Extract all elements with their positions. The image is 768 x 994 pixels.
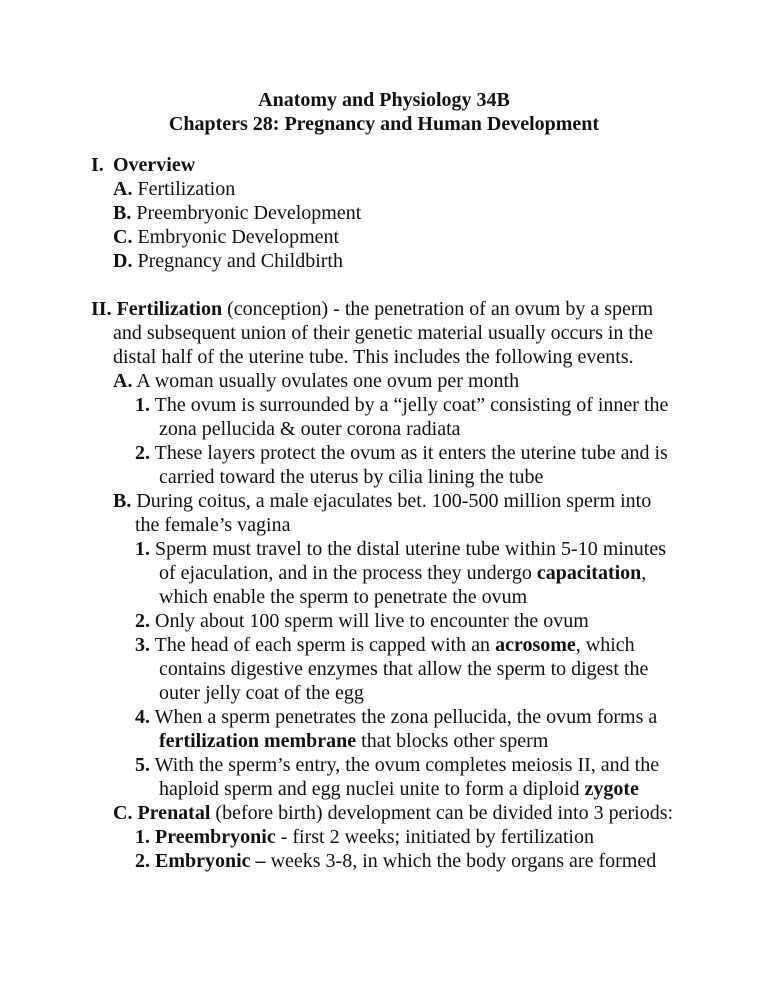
outline-subitem: 2. These layers protect the ovum as it enters the uterine tube and is (135, 442, 668, 464)
outline-subitem: 1. Sperm must travel to the distal uterine tube within 5-10 minutes (135, 538, 667, 560)
outline-subitem-cont: outer jelly coat of the egg (159, 682, 364, 704)
outline-subitem-cont: carried toward the uterus by cilia lining the tube (159, 466, 544, 488)
outline-subitem: 1. Preembryonic - first 2 weeks; initiated by fertilization (135, 826, 594, 848)
outline-item-b: B. During coitus, a male ejaculates bet. 100-500 million sperm into (113, 490, 652, 512)
overview-item: A. Fertilization (113, 178, 236, 200)
overview-item: D. Pregnancy and Childbirth (113, 250, 343, 272)
overview-item: C. Embryonic Development (113, 226, 340, 248)
outline-subitem: 2. Only about 100 sperm will live to encounter the ovum (135, 610, 589, 632)
paragraph-line: and subsequent union of their genetic material usually occurs in the (113, 322, 653, 344)
term-zygote: zygote (584, 778, 639, 800)
outline-subitem-cont: fertilization membrane that blocks other sperm (159, 730, 549, 752)
document-title: Anatomy and Physiology 34B (258, 89, 510, 111)
outline-subitem-cont: zona pellucida & outer corona radiata (159, 418, 461, 440)
term-fertilization-membrane: fertilization membrane (159, 730, 357, 752)
spacer (91, 273, 731, 297)
term-preembryonic: Preembryonic (155, 826, 276, 848)
outline-subitem: 4. When a sperm penetrates the zona pellucida, the ovum forms a (135, 706, 658, 728)
document-header (0, 88, 768, 136)
outline-item-c: C. Prenatal (before birth) development can be divided into 3 periods: (113, 802, 674, 824)
overview-item: B. Preembryonic Development (113, 202, 362, 224)
term-embryonic: Embryonic – (155, 850, 266, 872)
outline-subitem: 3. The head of each sperm is capped with an acrosome, which (135, 634, 635, 656)
outline (91, 153, 731, 873)
section-heading-overview: I. Overview (91, 154, 196, 176)
outline-subitem-cont: of ejaculation, and in the process they undergo capacitation, (159, 562, 647, 584)
term-capacitation: capacitation (536, 562, 642, 584)
outline-subitem: 2. Embryonic – weeks 3-8, in which the body organs are formed (135, 850, 657, 872)
outline-item-a: A. A woman usually ovulates one ovum per month (113, 370, 520, 392)
document-subtitle: Chapters 28: Pregnancy and Human Development (168, 113, 600, 135)
section-heading-fertilization: II. Fertilization (conception) - the penetration of an ovum by a sperm (91, 298, 654, 320)
outline-subitem: 5. With the sperm’s entry, the ovum completes meiosis II, and the (135, 754, 660, 776)
outline-subitem-cont: contains digestive enzymes that allow the sperm to digest the (159, 658, 649, 680)
paragraph-line: distal half of the uterine tube. This includes the following events. (113, 346, 634, 368)
outline-subitem-cont: which enable the sperm to penetrate the ovum (159, 586, 528, 608)
term-prenatal: Prenatal (137, 802, 211, 824)
outline-item-cont: the female’s vagina (135, 514, 291, 536)
outline-subitem: 1. The ovum is surrounded by a “jelly coat” consisting of inner the (135, 394, 669, 416)
outline-subitem-cont: haploid sperm and egg nuclei unite to form a diploid zygote (159, 778, 639, 800)
term-acrosome: acrosome (495, 634, 576, 656)
